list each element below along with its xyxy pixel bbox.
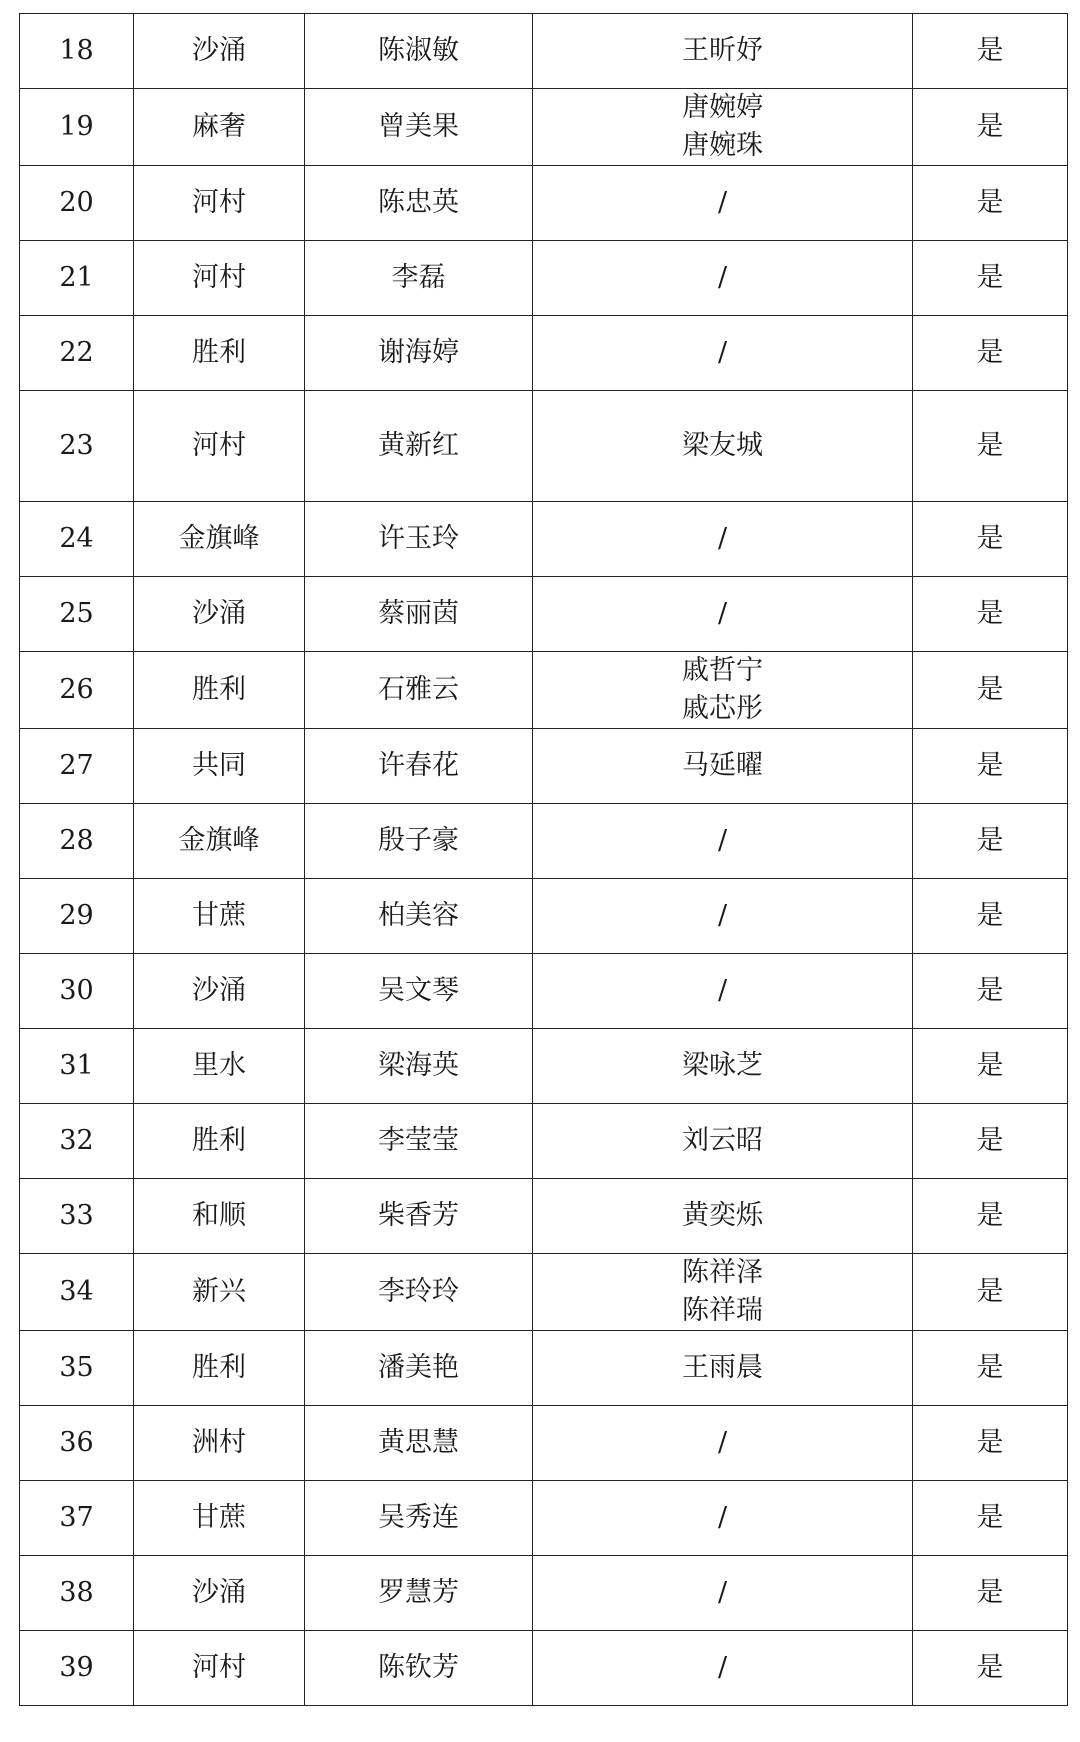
children-cell [533, 1179, 913, 1254]
status-cell: 是 [913, 1254, 1068, 1331]
row-number-cell: 38 [20, 1556, 134, 1631]
status-cell: 是 [913, 89, 1068, 166]
child-name: / [717, 1652, 728, 1683]
town-cell: 河村 [134, 391, 305, 502]
name-cell: 柏美容 [305, 879, 533, 954]
town-cell: 沙涌 [134, 954, 305, 1029]
children-cell [533, 652, 913, 729]
row-number-cell: 26 [20, 652, 134, 729]
status-cell: 是 [913, 879, 1068, 954]
roster-table [19, 13, 1068, 1706]
town-cell: 洲村 [134, 1406, 305, 1481]
name-cell: 吴文琴 [305, 954, 533, 1029]
town-cell: 胜利 [134, 316, 305, 391]
status-cell: 是 [913, 1556, 1068, 1631]
child-name: / [717, 523, 728, 554]
child-name: 梁友城 [682, 430, 763, 461]
status-cell: 是 [913, 14, 1068, 89]
table-row [20, 89, 1068, 166]
table-row [20, 241, 1068, 316]
child-name: / [717, 825, 728, 856]
town-cell: 里水 [134, 1029, 305, 1104]
child-name: 梁咏芝 [682, 1050, 763, 1081]
status-cell: 是 [913, 1104, 1068, 1179]
children-cell [533, 1556, 913, 1631]
child-name: 黄奕烁 [682, 1200, 763, 1231]
name-cell: 柴香芳 [305, 1179, 533, 1254]
town-cell: 胜利 [134, 1104, 305, 1179]
children-cell [533, 1631, 913, 1706]
children-cell [533, 241, 913, 316]
town-cell: 共同 [134, 729, 305, 804]
town-cell: 河村 [134, 241, 305, 316]
name-cell: 许春花 [305, 729, 533, 804]
table-row [20, 954, 1068, 1029]
name-cell: 蔡丽茵 [305, 577, 533, 652]
town-cell: 金旗峰 [134, 502, 305, 577]
table-row [20, 502, 1068, 577]
child-name: / [717, 900, 728, 931]
table-row [20, 1029, 1068, 1104]
table-row [20, 1556, 1068, 1631]
row-number-cell: 22 [20, 316, 134, 391]
name-cell: 许玉玲 [305, 502, 533, 577]
row-number-cell: 30 [20, 954, 134, 1029]
town-cell: 河村 [134, 1631, 305, 1706]
table-row [20, 879, 1068, 954]
town-cell: 胜利 [134, 652, 305, 729]
child-name: / [717, 187, 728, 218]
table-row [20, 1179, 1068, 1254]
children-cell [533, 804, 913, 879]
table-row [20, 391, 1068, 502]
name-cell: 李莹莹 [305, 1104, 533, 1179]
row-number-cell: 29 [20, 879, 134, 954]
name-cell: 罗慧芳 [305, 1556, 533, 1631]
town-cell: 金旗峰 [134, 804, 305, 879]
row-number-cell: 23 [20, 391, 134, 502]
status-cell: 是 [913, 1631, 1068, 1706]
child-name: / [717, 1427, 728, 1458]
table-row [20, 1104, 1068, 1179]
table-row [20, 652, 1068, 729]
name-cell: 黄思慧 [305, 1406, 533, 1481]
row-number-cell: 20 [20, 166, 134, 241]
status-cell: 是 [913, 1029, 1068, 1104]
row-number-cell: 19 [20, 89, 134, 166]
children-cell [533, 879, 913, 954]
table-row [20, 1254, 1068, 1331]
child-name: 王昕妤 [682, 35, 763, 66]
name-cell: 陈忠英 [305, 166, 533, 241]
status-cell: 是 [913, 804, 1068, 879]
town-cell: 新兴 [134, 1254, 305, 1331]
status-cell: 是 [913, 729, 1068, 804]
children-cell [533, 14, 913, 89]
table-row [20, 1331, 1068, 1406]
roster-table-body [20, 14, 1068, 1706]
child-name: / [717, 337, 728, 368]
children-cell [533, 89, 913, 166]
row-number-cell: 36 [20, 1406, 134, 1481]
row-number-cell: 28 [20, 804, 134, 879]
children-cell [533, 1254, 913, 1331]
name-cell: 李玲玲 [305, 1254, 533, 1331]
town-cell: 河村 [134, 166, 305, 241]
table-row [20, 166, 1068, 241]
status-cell: 是 [913, 391, 1068, 502]
status-cell: 是 [913, 652, 1068, 729]
child-name: 陈祥泽 [682, 1257, 763, 1288]
row-number-cell: 35 [20, 1331, 134, 1406]
children-cell [533, 1406, 913, 1481]
status-cell: 是 [913, 1179, 1068, 1254]
row-number-cell: 32 [20, 1104, 134, 1179]
children-cell [533, 1029, 913, 1104]
child-name: / [717, 1502, 728, 1533]
name-cell: 陈淑敏 [305, 14, 533, 89]
roster-table-container [19, 13, 1067, 1706]
table-row [20, 14, 1068, 89]
name-cell: 殷子豪 [305, 804, 533, 879]
child-name: / [717, 1577, 728, 1608]
status-cell: 是 [913, 502, 1068, 577]
status-cell: 是 [913, 316, 1068, 391]
child-name: 陈祥瑞 [682, 1295, 763, 1326]
children-cell [533, 729, 913, 804]
children-cell [533, 166, 913, 241]
name-cell: 吴秀连 [305, 1481, 533, 1556]
child-name: 马延曜 [682, 750, 763, 781]
children-cell [533, 577, 913, 652]
name-cell: 潘美艳 [305, 1331, 533, 1406]
child-name: 戚芯彤 [682, 693, 763, 724]
children-cell [533, 502, 913, 577]
child-name: 刘云昭 [682, 1125, 763, 1156]
row-number-cell: 37 [20, 1481, 134, 1556]
name-cell: 黄新红 [305, 391, 533, 502]
table-row [20, 316, 1068, 391]
table-row [20, 577, 1068, 652]
town-cell: 麻奢 [134, 89, 305, 166]
status-cell: 是 [913, 241, 1068, 316]
name-cell: 石雅云 [305, 652, 533, 729]
children-cell [533, 1481, 913, 1556]
children-cell [533, 316, 913, 391]
row-number-cell: 31 [20, 1029, 134, 1104]
town-cell: 沙涌 [134, 577, 305, 652]
town-cell: 甘蔗 [134, 879, 305, 954]
children-cell [533, 1104, 913, 1179]
town-cell: 沙涌 [134, 1556, 305, 1631]
child-name: / [717, 598, 728, 629]
row-number-cell: 21 [20, 241, 134, 316]
children-cell [533, 954, 913, 1029]
status-cell: 是 [913, 577, 1068, 652]
child-name: 唐婉珠 [682, 130, 763, 161]
child-name: 唐婉婷 [682, 92, 763, 123]
row-number-cell: 18 [20, 14, 134, 89]
children-cell [533, 1331, 913, 1406]
name-cell: 曾美果 [305, 89, 533, 166]
status-cell: 是 [913, 1331, 1068, 1406]
status-cell: 是 [913, 1406, 1068, 1481]
row-number-cell: 34 [20, 1254, 134, 1331]
name-cell: 陈钦芳 [305, 1631, 533, 1706]
child-name: / [717, 975, 728, 1006]
table-row [20, 804, 1068, 879]
children-cell [533, 391, 913, 502]
row-number-cell: 24 [20, 502, 134, 577]
table-row [20, 1481, 1068, 1556]
row-number-cell: 33 [20, 1179, 134, 1254]
status-cell: 是 [913, 1481, 1068, 1556]
table-row [20, 729, 1068, 804]
name-cell: 梁海英 [305, 1029, 533, 1104]
row-number-cell: 27 [20, 729, 134, 804]
name-cell: 李磊 [305, 241, 533, 316]
town-cell: 胜利 [134, 1331, 305, 1406]
town-cell: 和顺 [134, 1179, 305, 1254]
row-number-cell: 25 [20, 577, 134, 652]
status-cell: 是 [913, 954, 1068, 1029]
child-name: 王雨晨 [682, 1352, 763, 1383]
town-cell: 沙涌 [134, 14, 305, 89]
table-row [20, 1406, 1068, 1481]
child-name: 戚哲宁 [682, 655, 763, 686]
table-row [20, 1631, 1068, 1706]
child-name: / [717, 262, 728, 293]
name-cell: 谢海婷 [305, 316, 533, 391]
row-number-cell: 39 [20, 1631, 134, 1706]
town-cell: 甘蔗 [134, 1481, 305, 1556]
status-cell: 是 [913, 166, 1068, 241]
